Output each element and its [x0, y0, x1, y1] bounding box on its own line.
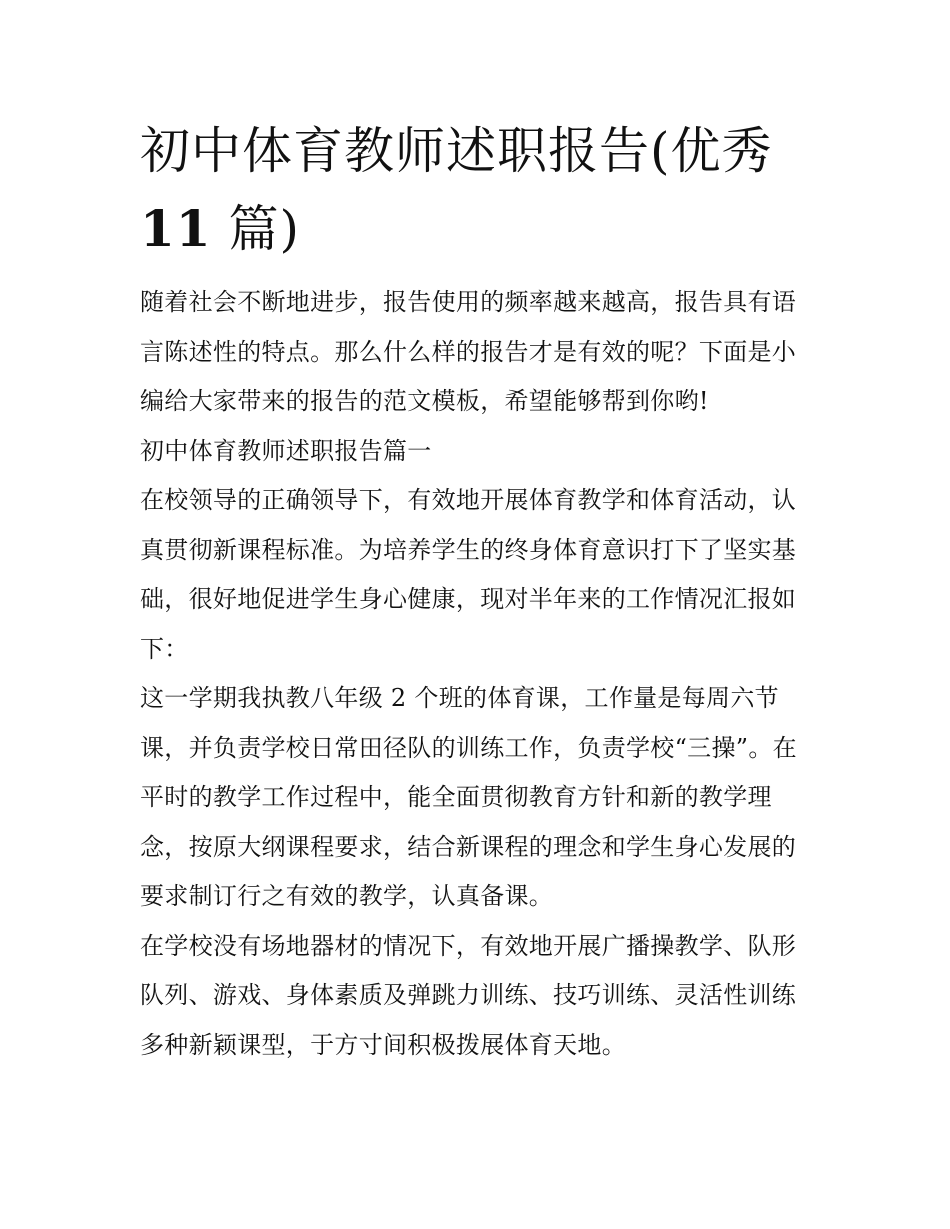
body-paragraph: 在校领导的正确领导下，有效地开展体育教学和体育活动，认真贯彻新课程标准。为培养学生的终身体育意识打下了坚实基础，很好地促进学生身心健康，现对半年来的工作情况汇报如下： — [140, 486, 797, 663]
title-text: 初中体育教师述职报告(优秀 — [140, 122, 773, 180]
body-paragraph: 在学校没有场地器材的情况下，有效地开展广播操教学、队形队列、游戏、身体素质及弹跳力训练、技巧训练、灵活性训练多种新颖课型，于方寸间积极拨展体育天地。 — [140, 931, 797, 1059]
document-body — [140, 112, 815, 1070]
title-line-1 — [140, 112, 815, 190]
section-heading: 初中体育教师述职报告篇一 — [140, 436, 432, 465]
document-title — [140, 112, 815, 268]
body-paragraph: 这一学期我执教八年级 2 个班的体育课，工作量是每周六节课，并负责学校日常田径队的训练工作，负责学校“三操”。在平时的教学工作过程中，能全面贯彻教育方针和新的教学理念，按原大纲课程要求，结合新课程的理念和学生身心发展的要求制订行之有效的教学，认真备课。 — [140, 684, 797, 910]
title-line-2 — [140, 190, 815, 268]
title-suffix: 篇) — [228, 200, 301, 258]
intro-paragraph: 随着社会不断地进步，报告使用的频率越来越高，报告具有语言陈述性的特点。那么什么样的报告才是有效的呢？下面是小编给大家带来的报告的范文模板，希望能够帮到你哟! — [140, 288, 797, 415]
title-number: 11 — [140, 199, 212, 258]
